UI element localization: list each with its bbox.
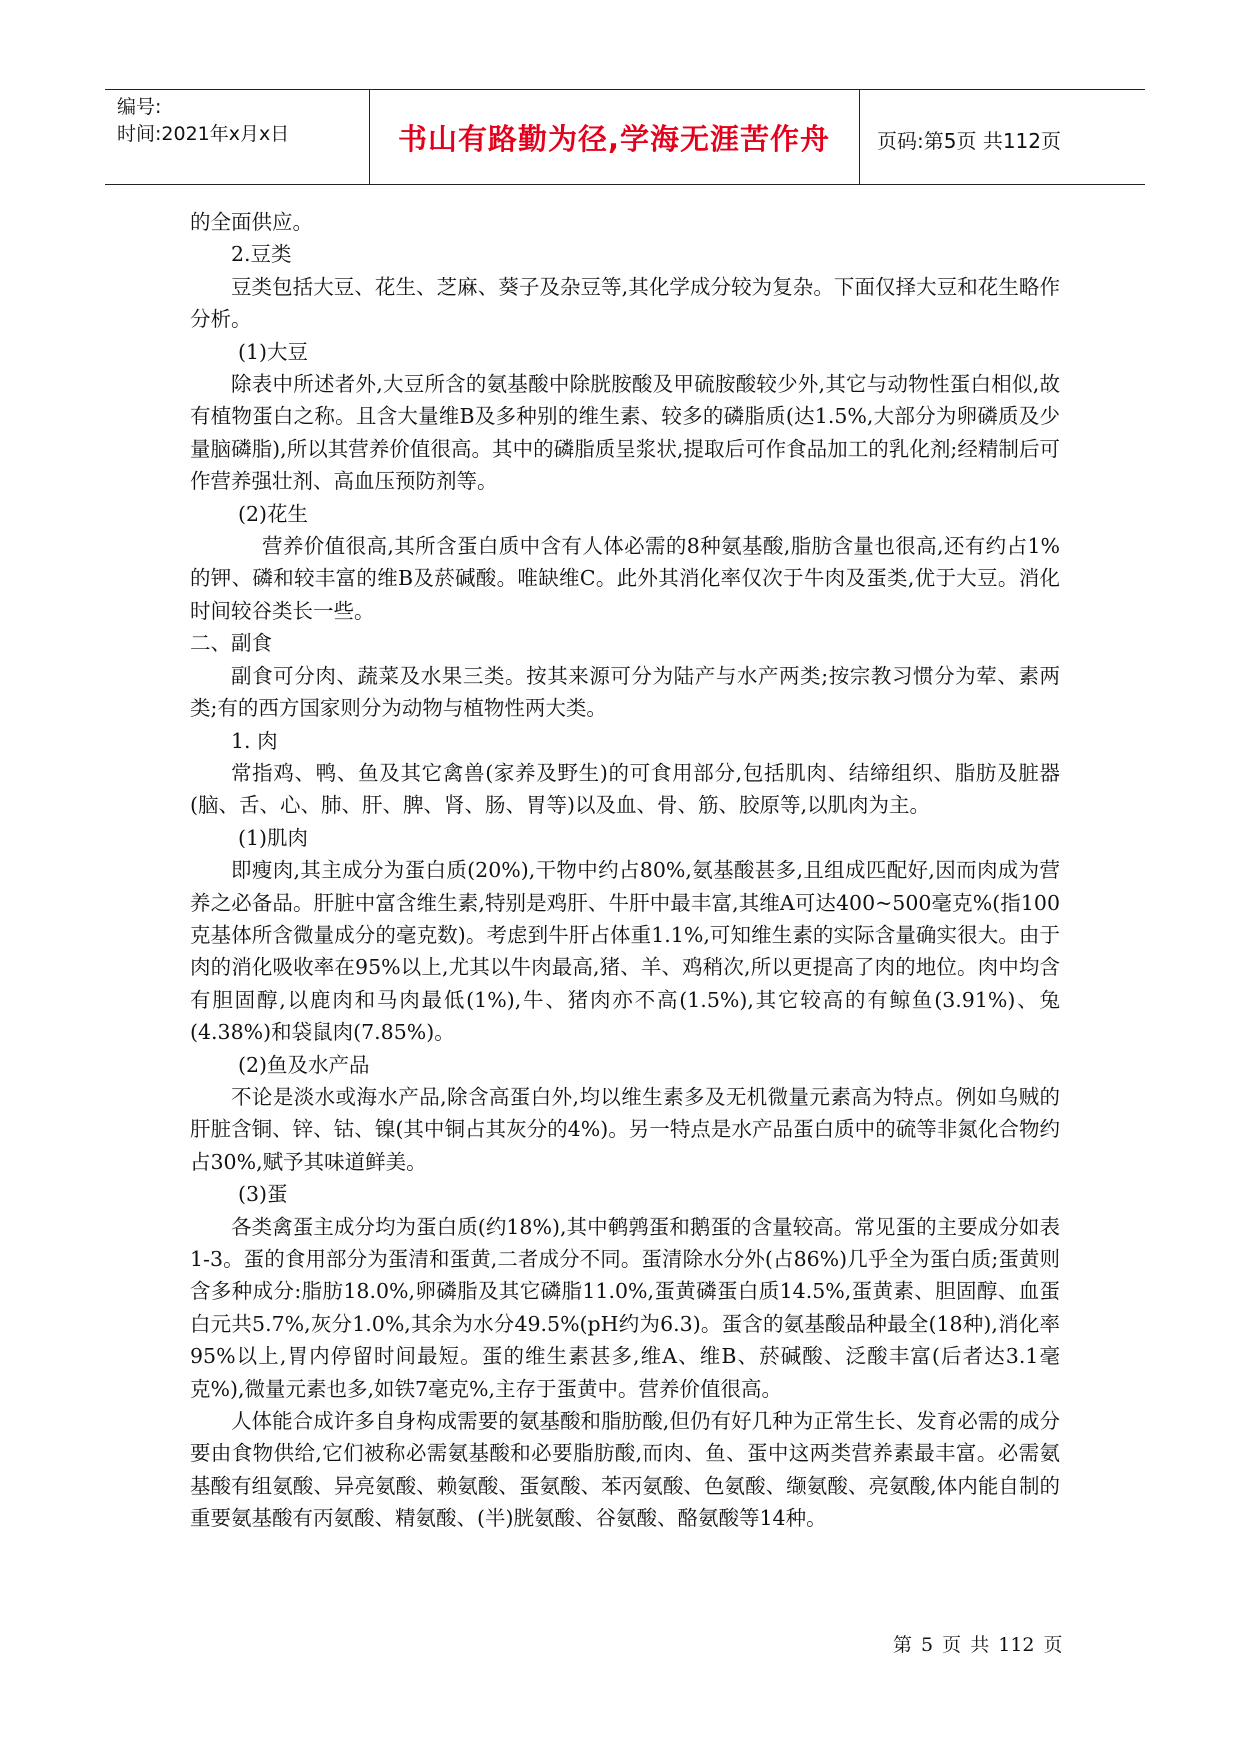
document-body [190, 206, 1060, 1535]
header-motto-cell [369, 90, 860, 184]
paragraph-amino-acids: 人体能合成许多自身构成需要的氨基酸和脂肪酸,但仍有好几种为正常生长、发育必需的成分要由食物供给,它们被称必需氨基酸和必要脂肪酸,而肉、鱼、蛋中这两类营养素最丰富。必需氨基酸有组氨酸、异亮氨酸、赖氨酸、蛋氨酸、苯丙氨酸、色氨酸、缬氨酸、亮氨酸,体内能自制的重要氨基酸有丙氨酸、精氨酸、(半)胱氨酸、谷氨酸、酪氨酸等14种。 [190, 1409, 1060, 1531]
paragraph-meat: 常指鸡、鸭、鱼及其它禽兽(家养及野生)的可食用部分,包括肌肉、结缔组织、脂肪及脏器(脑、舌、心、肺、肝、脾、肾、肠、胃等)以及血、骨、筋、胶原等,以肌肉为主。 [190, 760, 1060, 818]
section-heading-beans: 2.豆类 [231, 242, 292, 267]
subheading-muscle: (1)肌肉 [238, 825, 309, 850]
header-page-cell [859, 90, 1145, 184]
paragraph-fish: 不论是淡水或海水产品,除含高蛋白外,均以维生素多及无机微量元素高为特点。例如乌贼的肝脏含铜、锌、钴、镍(其中铜占其灰分的4%)。另一特点是水产品蛋白质中的硫等非氮化合物约占30%,赋予其味道鲜美。 [190, 1084, 1060, 1174]
paragraph-peanut: 营养价值很高,其所含蛋白质中含有人体必需的8种氨基酸,脂肪含量也很高,还有约占1%的钾、磷和较丰富的维B及菸碱酸。唯缺维C。此外其消化率仅次于牛肉及蛋类,优于大豆。消化时间较谷类长一些。 [190, 534, 1060, 623]
header-page-info: 页码:第5页 共112页 [877, 129, 1061, 153]
paragraph-side-food: 副食可分肉、蔬菜及水果三类。按其来源可分为陆产与水产两类;按宗教习惯分为荤、素两类;有的西方国家则分为动物与植物性两大类。 [190, 663, 1060, 721]
subheading-soybean: (1)大豆 [238, 339, 309, 364]
section-heading-meat: 1. 肉 [231, 728, 278, 753]
page-header [105, 89, 1145, 185]
paragraph-continuation: 的全面供应。 [190, 210, 313, 234]
paragraph-soybean: 除表中所述者外,大豆所含的氨基酸中除胱胺酸及甲硫胺酸较少外,其它与动物性蛋白相似,故有植物蛋白之称。且含大量维B及多种别的维生素、较多的磷脂质(达1.5%,大部分为卵磷质及少量脑磷脂),所以其营养价值很高。其中的磷脂质呈浆状,提取后可作食品加工的乳化剂;经精制后可作营养强壮剂、高血压预防剂等。 [190, 372, 1060, 494]
header-motto: 书山有路勤为径,学海无涯苦作舟 [397, 122, 831, 156]
subheading-fish: (2)鱼及水产品 [238, 1052, 370, 1077]
header-meta-cell [105, 90, 370, 184]
paragraph-beans-intro: 豆类包括大豆、花生、芝麻、葵子及杂豆等,其化学成分较为复杂。下面仅择大豆和花生略作分析。 [190, 274, 1060, 332]
document-time-label: 时间:2021年x月x日 [117, 123, 290, 145]
subheading-egg: (3)蛋 [238, 1182, 288, 1207]
subheading-peanut: (2)花生 [238, 501, 309, 526]
document-number-label: 编号: [117, 96, 162, 118]
section-heading-side-food: 二、副食 [190, 631, 272, 656]
page-footer: 第 5 页 共 112 页 [893, 1634, 1063, 1656]
paragraph-muscle: 即瘦肉,其主成分为蛋白质(20%),干物中约占80%,氨基酸甚多,且组成匹配好,因而肉成为营养之必备品。肝脏中富含维生素,特别是鸡肝、牛肝中最丰富,其维A可达400~500毫克%(指100克基体所含微量成分的毫克数)。考虑到牛肝占体重1.1%,可知维生素的实际含量确实很大。由于肉的消化吸收率在95%以上,尤其以牛肉最高,猪、羊、鸡稍次,所以更提高了肉的地位。肉中均含有胆固醇,以鹿肉和马肉最低(1%),牛、猪肉亦不高(1.5%),其它较高的有鲸鱼(3.91%)、兔(4.38%)和袋鼠肉(7.85%)。 [190, 858, 1060, 1045]
paragraph-egg: 各类禽蛋主成分均为蛋白质(约18%),其中鹌鹑蛋和鹅蛋的含量较高。常见蛋的主要成分如表1-3。蛋的食用部分为蛋清和蛋黄,二者成分不同。蛋清除水分外(占86%)几乎全为蛋白质;蛋黄则含多种成分:脂肪18.0%,卵磷脂及其它磷脂11.0%,蛋黄磷蛋白质14.5%,蛋黄素、胆固醇、血蛋白元共5.7%,灰分1.0%,其余为水分49.5%(pH约为6.3)。蛋含的氨基酸品种最全(18种),消化率95%以上,胃内停留时间最短。蛋的维生素甚多,维A、维B、菸碱酸、泛酸丰富(后者达3.1毫克%),微量元素也多,如铁7毫克%,主存于蛋黄中。营养价值很高。 [190, 1214, 1060, 1401]
